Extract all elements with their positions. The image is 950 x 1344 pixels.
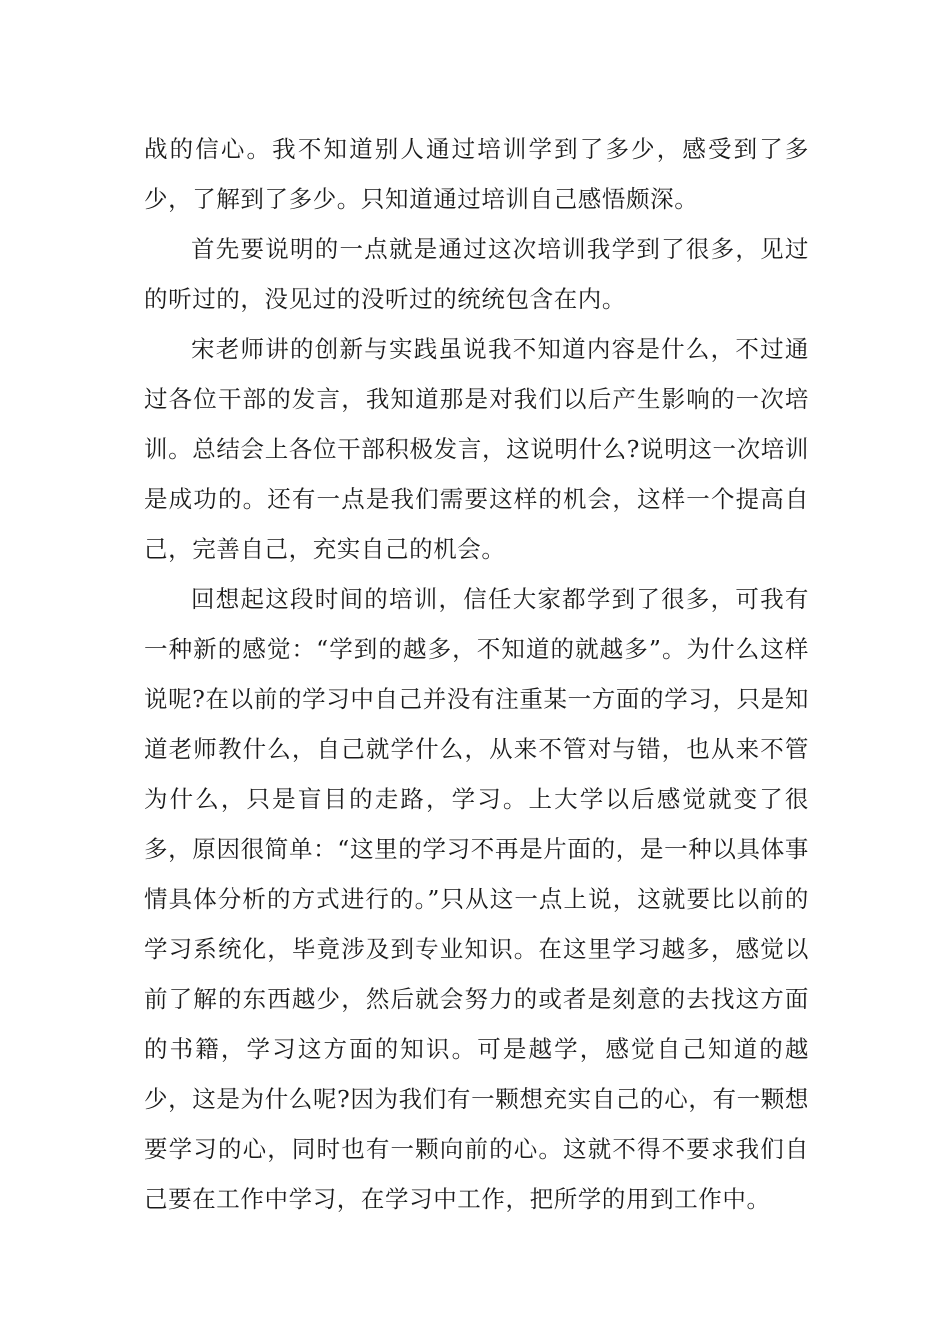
paragraph-continuation: 战的信心。我不知道别人通过培训学到了多少，感受到了多少，了解到了多少。只知道通过培训自己感悟颇深。 <box>144 135 809 213</box>
paragraph-reflection: 回想起这段时间的培训，信任大家都学到了很多，可我有一种新的感觉：“学到的越多，不知道的就越多”。为什么这样说呢?在以前的学习中自己并没有注重某一方面的学习，只是知道老师教什么，自己就学什么，从来不管对与错，也从来不管为什么，只是盲目的走路，学习。上大学以后感觉就变了很多，原因很简单：“这里的学习不再是片面的，是一种以具体事情具体分析的方式进行的。”只从这一点上说，这就要比以前的学习系统化，毕竟涉及到专业知识。在这里学习越多，感觉以前了解的东西越少，然后就会努力的或者是刻意的去找这方面的书籍，学习这方面的知识。可是越学，感觉自己知道的越少，这是为什么呢?因为我们有一颗想充实自己的心，有一颗想要学习的心，同时也有一颗向前的心。这就不得不要求我们自己要在工作中学习，在学习中工作，把所学的用到工作中。 <box>144 585 809 1213</box>
document-page <box>144 124 809 1224</box>
paragraph-learned-much: 首先要说明的一点就是通过这次培训我学到了很多，见过的听过的，没见过的没听过的统统包含在内。 <box>144 235 809 313</box>
paragraph-teacher-song: 宋老师讲的创新与实践虽说我不知道内容是什么，不过通过各位干部的发言，我知道那是对我们以后产生影响的一次培训。总结会上各位干部积极发言，这说明什么?说明这一次培训是成功的。还有一点是我们需要这样的机会，这样一个提高自己，完善自己，充实自己的机会。 <box>144 335 809 563</box>
